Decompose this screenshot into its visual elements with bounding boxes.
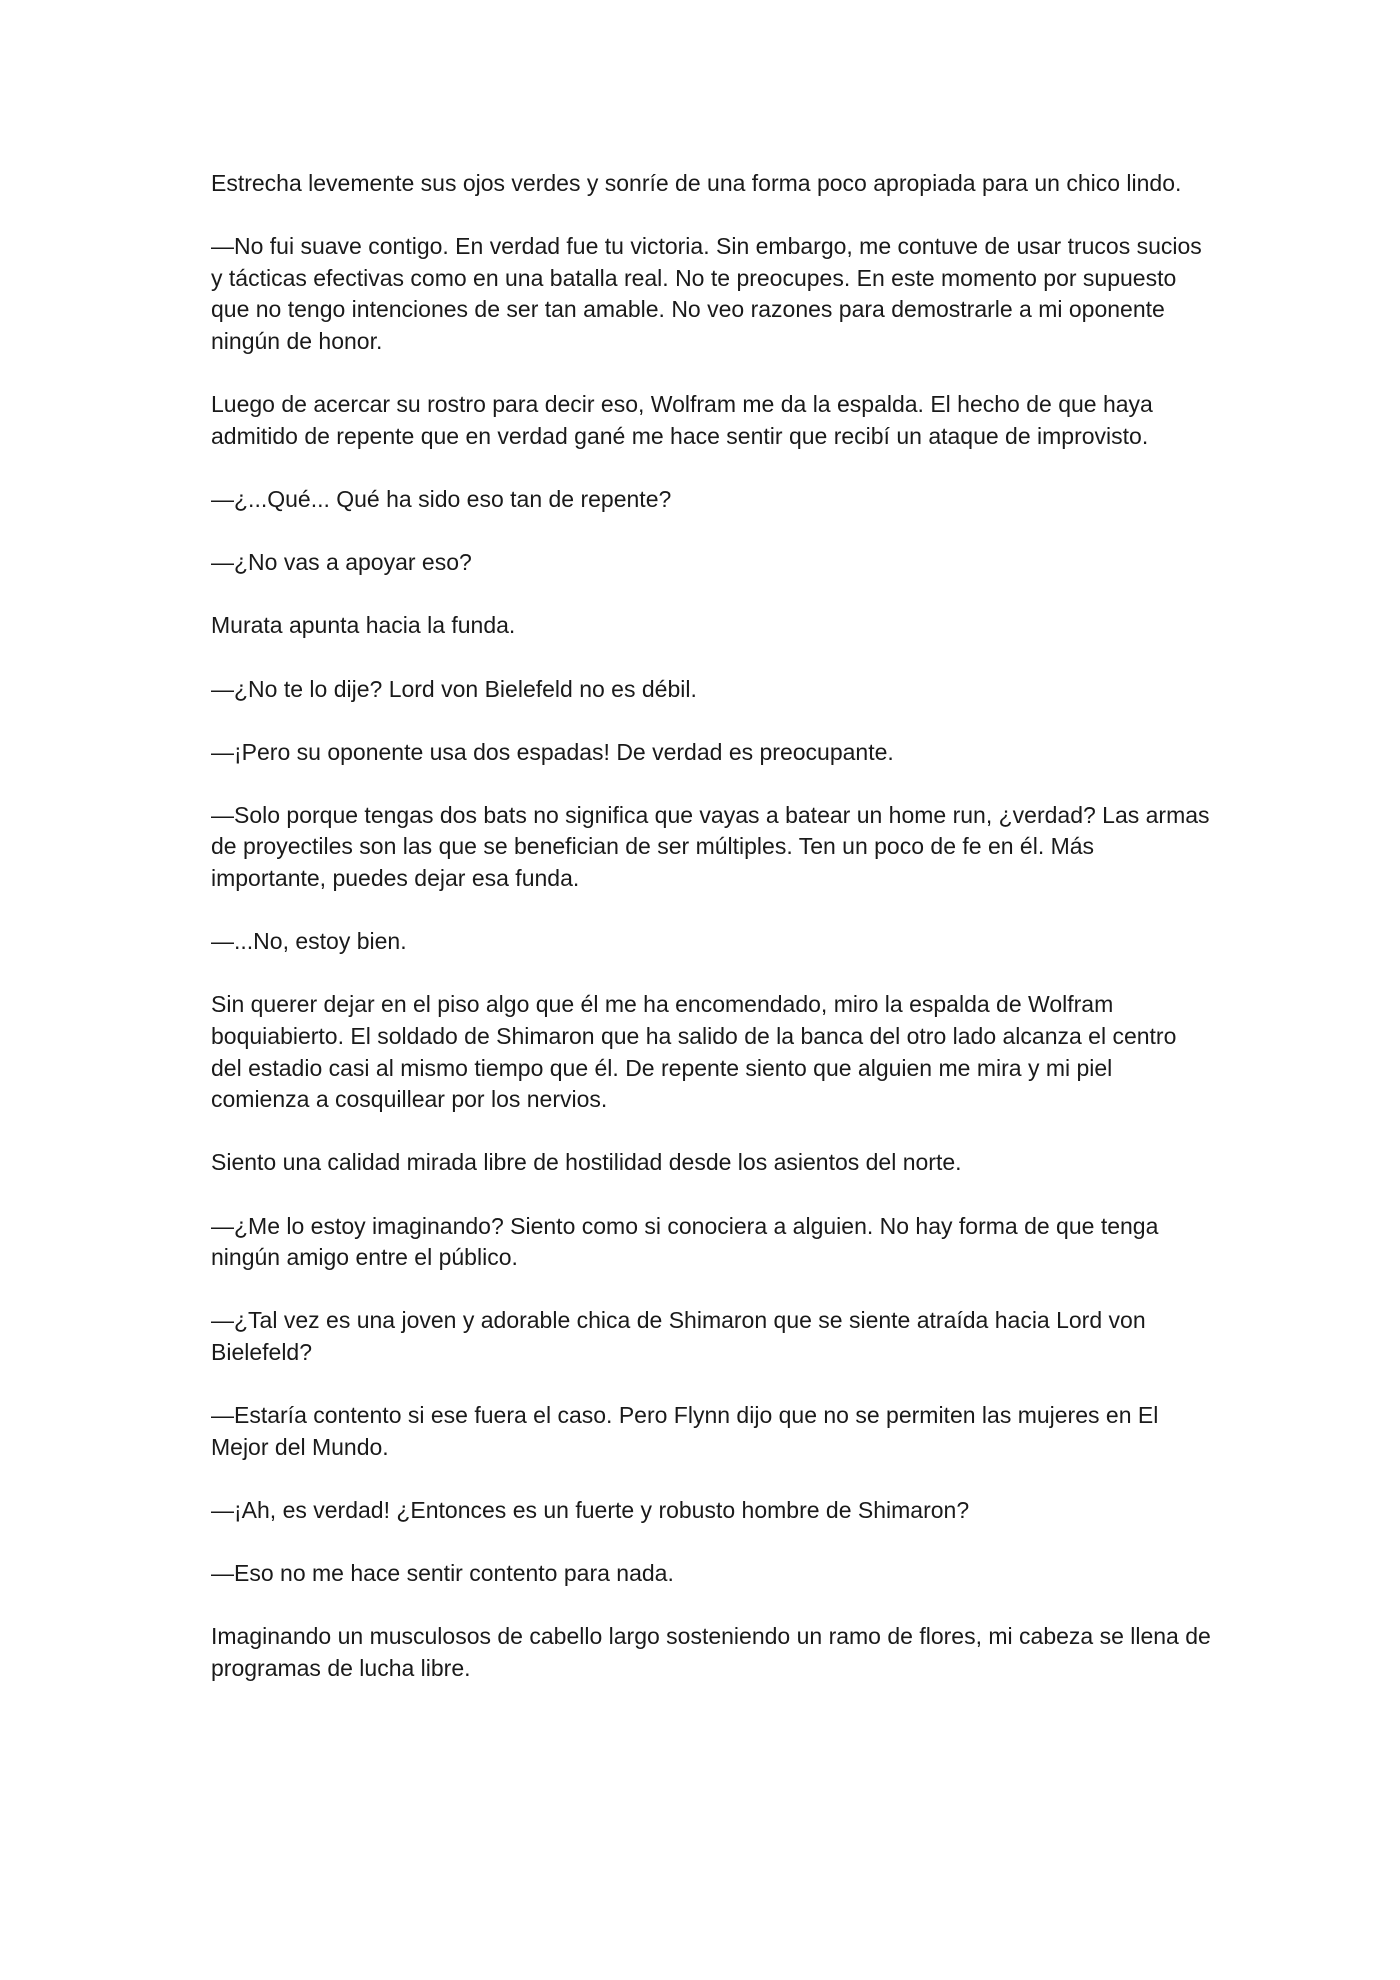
paragraph: —¿No vas a apoyar eso?	[211, 549, 472, 576]
paragraph: —¡Pero su oponente usa dos espadas! De verdad es preocupante.	[211, 738, 894, 765]
paragraph: —No fui suave contigo. En verdad fue tu victoria. Sin embargo, me contuve de usar trucos sucios y tácticas efectivas como en una batalla real. No te preocupes. En este momento por supuesto que no tengo intenciones de ser tan amable. No veo razones para demostrarle a mi oponente ningún de honor.	[211, 233, 1202, 354]
paragraph: Estrecha levemente sus ojos verdes y sonríe de una forma poco apropiada para un chico lindo.	[211, 170, 1182, 196]
paragraph: Murata apunta hacia la funda.	[211, 612, 516, 639]
paragraph: —Estaría contento si ese fuera el caso. Pero Flynn dijo que no se permiten las mujeres en El Mejor del Mundo.	[211, 1402, 1159, 1460]
paragraph: —Solo porque tengas dos bats no significa que vayas a batear un home run, ¿verdad? Las armas de proyectiles son las que se benefician de ser múltiples. Ten un poco de fe en él. Más importante, puedes dejar esa funda.	[211, 801, 1210, 892]
paragraph: Siento una calidad mirada libre de hostilidad desde los asientos del norte.	[211, 1149, 962, 1176]
paragraph: —¡Ah, es verdad! ¿Entonces es un fuerte y robusto hombre de Shimaron?	[211, 1496, 970, 1523]
paragraph: —¿Tal vez es una joven y adorable chica de Shimaron que se siente atraída hacia Lord von Bielefeld?	[211, 1307, 1146, 1365]
paragraph: Imaginando un musculosos de cabello largo sosteniendo un ramo de flores, mi cabeza se llena de programas de lucha libre.	[211, 1623, 1211, 1681]
paragraph: Luego de acercar su rostro para decir eso, Wolfram me da la espalda. El hecho de que haya admitido de repente que en verdad gané me hace sentir que recibí un ataque de improvisto.	[211, 391, 1153, 449]
paragraph: —...No, estoy bien.	[211, 928, 407, 955]
paragraph: —Eso no me hace sentir contento para nada.	[211, 1560, 674, 1587]
paragraph: —¿Me lo estoy imaginando? Siento como si conociera a alguien. No hay forma de que tenga ningún amigo entre el público.	[211, 1212, 1159, 1271]
body-text	[211, 168, 1211, 1716]
paragraph: —¿No te lo dije? Lord von Bielefeld no es débil.	[211, 675, 697, 702]
paragraph: —¿...Qué... Qué ha sido eso tan de repente?	[211, 485, 672, 512]
paragraph: Sin querer dejar en el piso algo que él me ha encomendado, miro la espalda de Wolfram boquiabierto. El soldado de Shimaron que ha salido de la banca del otro lado alcanza el centro del estadio casi al mismo tiempo que él. De repente siento que alguien me mira y mi piel comienza a cosquillear por los nervios.	[211, 991, 1177, 1113]
